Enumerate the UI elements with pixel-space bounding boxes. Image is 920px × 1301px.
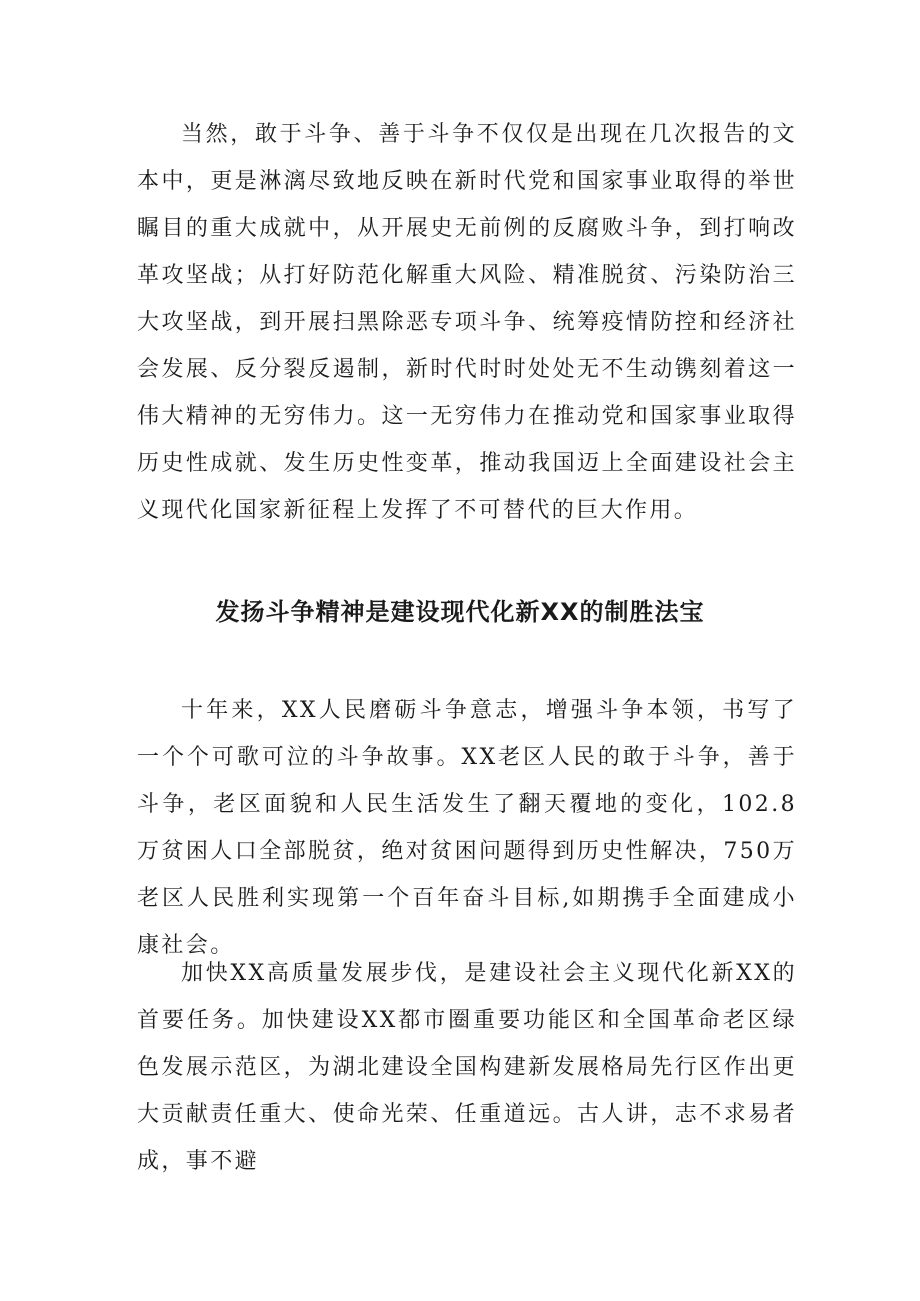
section-heading: 发扬斗争精神是建设现代化新XX的制胜法宝	[215, 598, 705, 626]
body-paragraph: 十年来，XX人民磨砺斗争意志，增强斗争本领，书写了一个个可歌可泣的斗争故事。XX老区人民的敢于斗争，善于斗争，老区面貌和人民生活发生了翻天覆地的变化，102.8万贫困人口全部脱贫，绝对贫困问题得到历史性解决，750万老区人民胜利实现第一个百年奋斗目标,如期携手全面建成小康社会。	[137, 698, 797, 958]
body-paragraph: 加快XX高质量发展步伐，是建设社会主义现代化新XX的首要任务。加快建设XX都市圈重要功能区和全国革命老区绿色发展示范区，为湖北建设全国构建新发展格局先行区作出更大贡献责任重大、使命光荣、任重道远。古人讲，志不求易者成，事不避	[137, 961, 797, 1174]
body-paragraph: 当然，敢于斗争、善于斗争不仅仅是出现在几次报告的文本中，更是淋漓尽致地反映在新时代党和国家事业取得的举世瞩目的重大成就中，从开展史无前例的反腐败斗争，到打响改革攻坚战；从打好防范化解重大风险、精准脱贫、污染防治三大攻坚战，到开展扫黑除恶专项斗争、统筹疫情防控和经济社会发展、反分裂反遏制，新时代时时处处无不生动镌刻着这一伟大精神的无穷伟力。这一无穷伟力在推动党和国家事业取得历史性成就、发生历史性变革，推动我国迈上全面建设社会主义现代化国家新征程上发挥了不可替代的巨大作用。	[137, 122, 797, 523]
